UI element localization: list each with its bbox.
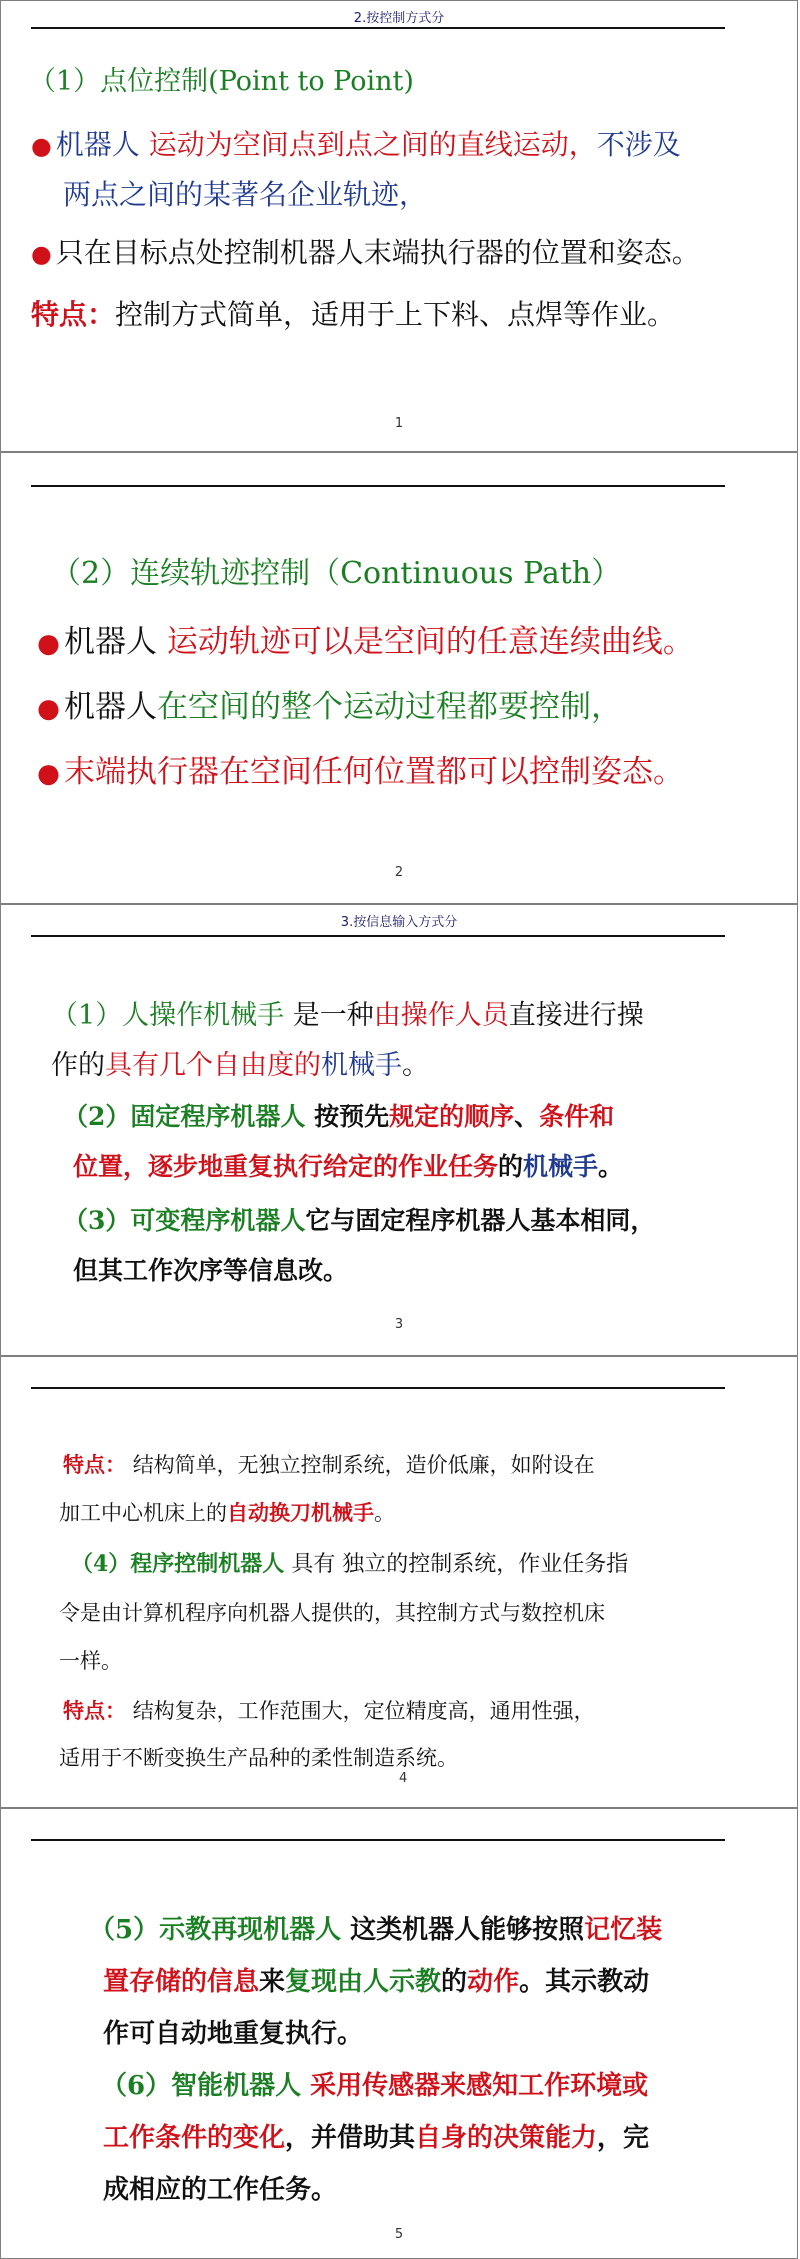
paragraph-line: 置存储的信息来复现由人示教的动作。其示教动: [103, 1967, 650, 1997]
paragraph-line: （1）人操作机械手 是一种由操作人员直接进行操: [51, 1000, 644, 1031]
slide-header: 2.按控制方式分: [353, 11, 445, 26]
paragraph-line: （5）示教再现机器人 这类机器人能够按照记忆装: [89, 1915, 663, 1945]
paragraph-line: 令是由计算机程序向机器人提供的，其控制方式与数控机床: [59, 1601, 605, 1625]
bullet-dot-icon: ●: [31, 240, 52, 268]
paragraph-line: 一样。: [59, 1649, 122, 1673]
page-number: 2: [394, 865, 404, 880]
bullet-item: ● 机器人 运动为空间点到点之间的直线运动，不涉及: [31, 128, 681, 161]
paragraph-line: （6）智能机器人 采用传感器来感知工作环境或: [101, 2071, 649, 2101]
paragraph-line: （2）固定程序机器人 按预先规定的顺序、条件和: [63, 1102, 615, 1131]
paragraph-line: 作的具有几个自由度的机械手。: [51, 1050, 429, 1081]
slide-4: [0, 1356, 798, 1808]
paragraph-line: 但其工作次序等信息改。: [73, 1256, 349, 1285]
slide-5: [0, 1808, 798, 2259]
header-rule: [31, 485, 725, 487]
page-number: 3: [394, 1317, 404, 1332]
page-number: 1: [394, 416, 404, 431]
feature-continuation: 适用于不断变换生产品种的柔性制造系统。: [59, 1746, 458, 1770]
page-number: 5: [394, 2227, 404, 2242]
feature-line: 特点： 结构简单，无独立控制系统，造价低廉，如附设在: [63, 1452, 595, 1477]
feature-line: 特点：控制方式简单，适用于上下料、点焊等作业。: [31, 298, 676, 331]
bullet-item: ● 末端执行器在空间任何位置都可以控制姿态。: [37, 754, 684, 790]
bullet-continuation: 两点之间的某著名企业轨迹，: [63, 178, 428, 211]
bullet-item: ● 机器人 运动轨迹可以是空间的任意连续曲线。: [37, 624, 694, 660]
header-rule: [31, 27, 725, 29]
page-number: 4: [399, 1771, 408, 1786]
slide-2: [0, 452, 798, 904]
bullet-dot-icon: ●: [37, 629, 60, 659]
bullet-item: ● 只在目标点处控制机器人末端执行器的位置和姿态。: [31, 236, 700, 269]
header-rule: [31, 1839, 725, 1841]
paragraph-line: （4）程序控制机器人 具有 独立的控制系统，作业任务指: [71, 1551, 629, 1577]
header-rule: [31, 1387, 725, 1389]
slide-header: 3.按信息输入方式分: [340, 915, 458, 930]
paragraph-line: 作可自动地重复执行。: [103, 2019, 364, 2049]
header-rule: [31, 935, 725, 937]
slide-title: （2）连续轨迹控制（Continuous Path）: [51, 556, 622, 591]
feature-continuation: 加工中心机床上的自动换刀机械手。: [59, 1500, 395, 1525]
paragraph-line: 工作条件的变化，并借助其自身的决策能力，完: [103, 2123, 650, 2153]
slide-3: [0, 904, 798, 1356]
bullet-dot-icon: ●: [37, 759, 60, 789]
paragraph-line: 位置，逐步地重复执行给定的作业任务的机械手。: [73, 1152, 624, 1181]
feature-line: 特点： 结构复杂，工作范围大，定位精度高，通用性强，: [63, 1698, 595, 1723]
paragraph-line: 成相应的工作任务。: [103, 2175, 338, 2205]
paragraph-line: （3）可变程序机器人它与固定程序机器人基本相同，: [63, 1206, 656, 1235]
bullet-dot-icon: ●: [31, 132, 52, 160]
slide-1: [0, 0, 798, 452]
bullet-dot-icon: ●: [37, 694, 60, 724]
bullet-item: ● 机器人在空间的整个运动过程都要控制，: [37, 689, 622, 725]
slide-title: （1）点位控制(Point to Point): [29, 66, 414, 97]
